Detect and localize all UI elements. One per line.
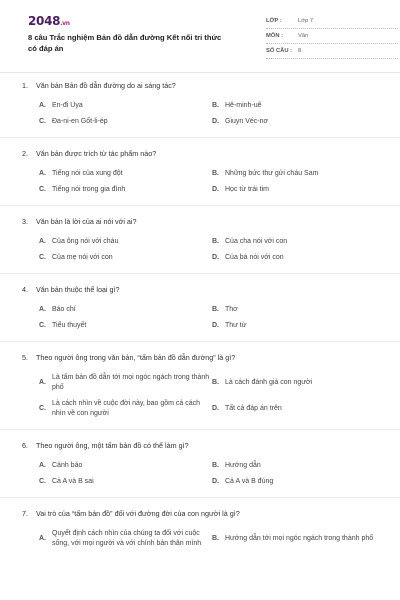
answer-option[interactable] bbox=[212, 98, 385, 114]
logo-text: 2048 bbox=[28, 14, 61, 28]
option-letter: C. bbox=[39, 322, 46, 329]
option-text: Hướng dẫn tới mọi ngóc ngách trong thành phố bbox=[225, 535, 374, 542]
question-prompt: Văn bản thuộc thể loại gì? bbox=[36, 285, 120, 294]
meta-label: MÔN : bbox=[266, 33, 284, 39]
option-letter: A. bbox=[39, 102, 46, 109]
option-letter: D. bbox=[212, 478, 219, 485]
question-text bbox=[22, 441, 382, 451]
option-letter: B. bbox=[212, 535, 219, 542]
option-letter: C. bbox=[39, 478, 46, 485]
answer-option[interactable] bbox=[212, 318, 385, 334]
meta-row-grade bbox=[266, 14, 398, 29]
option-text: Cả A và B đúng bbox=[225, 478, 274, 485]
option-letter: B. bbox=[212, 102, 219, 109]
option-letter: C. bbox=[39, 405, 46, 412]
option-letter: A. bbox=[39, 306, 46, 313]
option-letter: D. bbox=[212, 254, 219, 261]
answer-option[interactable] bbox=[212, 114, 385, 130]
answer-options bbox=[22, 526, 382, 552]
answer-option[interactable] bbox=[212, 396, 385, 422]
option-letter: A. bbox=[39, 462, 46, 469]
answer-option[interactable] bbox=[39, 166, 212, 182]
option-text: Tất cả đáp án trên bbox=[225, 405, 282, 412]
answer-option[interactable] bbox=[212, 250, 385, 266]
document-meta bbox=[266, 14, 398, 59]
option-letter: A. bbox=[39, 170, 46, 177]
option-letter: B. bbox=[212, 170, 219, 177]
option-letter: A. bbox=[39, 535, 46, 542]
option-text: Tiếng nói trong gia đình bbox=[52, 186, 126, 193]
question-text bbox=[22, 509, 382, 519]
question-7 bbox=[22, 509, 382, 552]
option-text: Là tấm bản đồ dẫn tới mọi ngóc ngách trong thành phố bbox=[52, 374, 210, 391]
option-letter: D. bbox=[212, 405, 219, 412]
answer-option[interactable] bbox=[212, 458, 385, 474]
answer-option[interactable] bbox=[39, 318, 212, 334]
meta-value: 8 bbox=[298, 48, 302, 54]
header-divider bbox=[0, 72, 400, 73]
meta-value: Lớp 7 bbox=[298, 18, 314, 24]
answer-option[interactable] bbox=[39, 458, 212, 474]
meta-value: Văn bbox=[298, 33, 309, 39]
option-text: Những bức thư gửi cháu Sam bbox=[225, 170, 319, 177]
question-text bbox=[22, 353, 382, 363]
question-number: 1. bbox=[22, 81, 28, 90]
site-logo[interactable] bbox=[28, 14, 70, 28]
answer-option[interactable] bbox=[39, 526, 212, 552]
option-text: Của mẹ nói với con bbox=[52, 254, 113, 261]
option-letter: B. bbox=[212, 462, 219, 469]
question-text bbox=[22, 149, 382, 159]
question-text bbox=[22, 217, 382, 227]
meta-label: LỚP : bbox=[266, 18, 282, 24]
option-letter: B. bbox=[212, 306, 219, 313]
answer-option[interactable] bbox=[39, 98, 212, 114]
option-letter: C. bbox=[39, 118, 46, 125]
option-text: Tiểu thuyết bbox=[52, 322, 87, 329]
answer-options bbox=[22, 234, 382, 266]
answer-option[interactable] bbox=[39, 370, 212, 396]
option-text: Là cách nhìn về cuộc đời này, bao gồm cả cách nhìn về con người bbox=[52, 400, 201, 417]
answer-options bbox=[22, 370, 382, 422]
option-text: Của cha nói với con bbox=[225, 238, 288, 245]
option-text: Của bà nói với con bbox=[225, 254, 284, 261]
question-text bbox=[22, 81, 382, 91]
option-text: Thơ bbox=[225, 306, 238, 313]
answer-option[interactable] bbox=[39, 182, 212, 198]
answer-options bbox=[22, 458, 382, 490]
answer-options bbox=[22, 98, 382, 130]
answer-option[interactable] bbox=[212, 166, 385, 182]
option-text: Hê-minh-uê bbox=[225, 102, 262, 109]
question-6 bbox=[22, 441, 382, 509]
question-list bbox=[22, 81, 382, 552]
question-number: 3. bbox=[22, 217, 28, 226]
option-text: Thư từ bbox=[225, 322, 247, 329]
option-text: Là cách đánh giá con người bbox=[225, 379, 313, 386]
answer-option[interactable] bbox=[39, 474, 212, 490]
answer-option[interactable] bbox=[212, 526, 385, 552]
option-letter: D. bbox=[212, 118, 219, 125]
answer-option[interactable] bbox=[212, 234, 385, 250]
logo-tld: .vn bbox=[60, 20, 70, 27]
question-4 bbox=[22, 285, 382, 353]
meta-label: SỐ CÂU : bbox=[266, 48, 293, 54]
question-prompt: Văn bản là lời của ai nói với ai? bbox=[36, 217, 137, 226]
option-text: Quyết định cách nhìn của chúng ta đối với cuộc sống, với mọi người và với chính bản thân mình bbox=[52, 530, 202, 547]
question-prompt: Vai trò của “tấm bản đồ” đối với đường đời của con người là gì? bbox=[36, 509, 240, 518]
answer-option[interactable] bbox=[212, 474, 385, 490]
option-letter: B. bbox=[212, 238, 219, 245]
answer-option[interactable] bbox=[39, 302, 212, 318]
option-text: Cảnh báo bbox=[52, 462, 83, 469]
option-text: Báo chí bbox=[52, 306, 76, 313]
option-letter: A. bbox=[39, 238, 46, 245]
answer-option[interactable] bbox=[212, 370, 385, 396]
answer-options bbox=[22, 166, 382, 198]
question-number: 5. bbox=[22, 353, 28, 362]
question-2 bbox=[22, 149, 382, 217]
answer-option[interactable] bbox=[39, 234, 212, 250]
option-text: Cả A và B sai bbox=[52, 478, 94, 485]
question-number: 7. bbox=[22, 509, 28, 518]
question-prompt: Theo người ông trong văn bản, “tấm bản đồ dẫn đường” là gì? bbox=[36, 353, 236, 362]
question-number: 4. bbox=[22, 285, 28, 294]
option-letter: A. bbox=[39, 379, 46, 386]
question-1 bbox=[22, 81, 382, 149]
option-letter: C. bbox=[39, 186, 46, 193]
option-letter: B. bbox=[212, 379, 219, 386]
option-text: Đa-ni-en Gốt-li-ép bbox=[52, 118, 108, 125]
question-5 bbox=[22, 353, 382, 441]
question-3 bbox=[22, 217, 382, 285]
option-text: Học từ trái tim bbox=[225, 186, 269, 193]
question-number: 2. bbox=[22, 149, 28, 158]
option-letter: D. bbox=[212, 322, 219, 329]
question-prompt: Văn bản Bản đồ dẫn đường do ai sáng tác? bbox=[36, 81, 176, 90]
option-letter: C. bbox=[39, 254, 46, 261]
answer-option[interactable] bbox=[39, 250, 212, 266]
question-prompt: Theo người ông, một tấm bản đồ có thể làm gì? bbox=[36, 441, 189, 450]
option-text: Tiếng nói của xung đột bbox=[52, 170, 123, 177]
answer-option[interactable] bbox=[39, 114, 212, 130]
option-text: Giuyn Véc-nơ bbox=[225, 118, 269, 125]
answer-option[interactable] bbox=[39, 396, 212, 422]
document-title: 8 câu Trắc nghiệm Bản đồ dẫn đường Kết nối tri thức có đáp án bbox=[28, 33, 222, 53]
option-text: Của ông nói với cháu bbox=[52, 238, 119, 245]
meta-row-subject bbox=[266, 29, 398, 44]
option-text: En-đi Uya bbox=[52, 102, 83, 109]
answer-option[interactable] bbox=[212, 182, 385, 198]
option-text: Hướng dẫn bbox=[225, 462, 261, 469]
meta-row-count bbox=[266, 44, 398, 59]
option-letter: D. bbox=[212, 186, 219, 193]
question-prompt: Văn bản được trích từ tác phẩm nào? bbox=[36, 149, 157, 158]
answer-options bbox=[22, 302, 382, 334]
document-header bbox=[14, 0, 386, 72]
question-number: 6. bbox=[22, 441, 28, 450]
answer-option[interactable] bbox=[212, 302, 385, 318]
question-text bbox=[22, 285, 382, 295]
